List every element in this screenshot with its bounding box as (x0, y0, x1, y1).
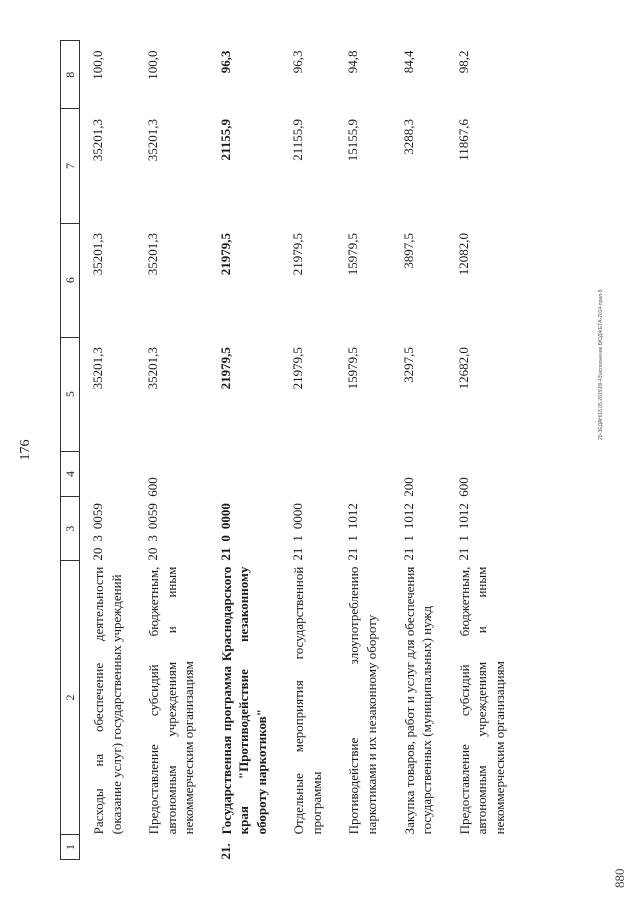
row-percent: 96,3 (290, 50, 306, 74)
row-planned: 15979,5 (345, 233, 361, 276)
table-row (446, 41, 519, 860)
row-expense-type (335, 451, 390, 497)
code-part: 1012 (400, 503, 416, 530)
row-percent: 98,2 (455, 50, 471, 74)
code-part: 1012 (455, 503, 471, 530)
row-code (446, 497, 519, 561)
row-number (446, 834, 519, 859)
code-part: 3 (90, 535, 105, 542)
code-part: 0000 (290, 503, 306, 530)
row-code (135, 497, 208, 561)
row-code (208, 497, 281, 561)
table-row (80, 41, 136, 860)
header-row (61, 41, 80, 860)
code-part: 21 (345, 547, 361, 561)
row-name: Предоставление субсидий бюджетным, автономным учреждениям и иным некоммерческим организациям (456, 566, 507, 835)
code-part: 20 (90, 547, 105, 561)
row-executed: 11867,6 (455, 118, 471, 161)
row-number (391, 834, 446, 859)
row-number (335, 834, 390, 859)
code-part: 1 (455, 535, 471, 542)
row-expense-type: 600 (145, 477, 161, 497)
row-name: Государственная программа Краснодарского края "Противодействие незаконному обороту наркотиков" (218, 566, 269, 835)
code-part: 20 (145, 547, 161, 561)
page-number: 176 (18, 439, 33, 461)
row-percent: 100,0 (145, 50, 161, 80)
row-number (280, 834, 335, 859)
row-expense-type: 600 (455, 477, 471, 497)
row-name: Отдельные мероприятия государственной программы (291, 566, 324, 835)
table-row (208, 41, 281, 860)
col-header-5: 5 (61, 337, 80, 451)
row-planned: 21979,5 (217, 233, 233, 276)
row-percent: 94,8 (345, 50, 361, 74)
code-part: 3 (145, 535, 161, 542)
col-header-7: 7 (61, 109, 80, 223)
code-part: 1 (290, 535, 306, 542)
row-code (80, 497, 136, 561)
row-executed: 15155,9 (345, 118, 361, 162)
row-expense-type (208, 451, 281, 497)
row-planned: 12082,0 (455, 233, 471, 276)
rotated-page (18, 40, 605, 860)
row-name: Противодействие злоупотреблению наркотиками и их незаконному обороту (346, 566, 380, 835)
col-header-3: 3 (61, 497, 80, 561)
row-percent: 100,0 (90, 50, 105, 80)
row-expense-type (80, 451, 136, 497)
table-row (391, 41, 446, 860)
code-part: 0000 (217, 503, 233, 530)
col-header-1: 1 (61, 834, 80, 859)
row-planned: 21979,5 (290, 233, 306, 276)
code-part: 1 (345, 535, 361, 542)
row-percent: 96,3 (217, 50, 233, 74)
col-header-4: 4 (61, 451, 80, 497)
row-code (391, 497, 446, 561)
col-header-2: 2 (61, 561, 80, 835)
row-approved: 35201,3 (90, 347, 105, 390)
code-part: 0059 (90, 503, 105, 530)
code-part: 21 (400, 547, 416, 561)
row-expense-type: 200 (400, 477, 416, 497)
row-approved: 12682,0 (455, 347, 471, 390)
row-approved: 21979,5 (290, 347, 306, 390)
row-approved: 15979,5 (345, 347, 361, 390)
col-header-6: 6 (61, 223, 80, 337)
row-planned: 35201,3 (90, 233, 105, 276)
code-part: 21 (290, 547, 306, 561)
row-name: Предоставление субсидий бюджетным, автономным учреждениям и иным некоммерческим организациям (146, 566, 197, 835)
budget-table (60, 40, 518, 860)
table-row (335, 41, 390, 860)
row-expense-type (280, 451, 335, 497)
row-number (135, 834, 208, 859)
code-part: 21 (217, 547, 233, 561)
corner-mark: 880 (612, 868, 627, 888)
row-executed: 21155,9 (290, 118, 306, 161)
row-percent: 84,4 (400, 50, 416, 74)
row-executed: 35201,3 (145, 118, 161, 162)
row-approved: 3297,5 (400, 347, 416, 383)
row-executed: 21155,9 (217, 118, 233, 161)
code-part: 0 (217, 535, 233, 542)
row-approved: 35201,3 (145, 347, 161, 390)
row-name: Расходы на обеспечение деятельности (оказание услуг) государственных учреждений (91, 566, 124, 835)
footer-path: 20-ЗЕДАН\18.05.2015\09-43\исполнение БЮДЖЕТА-2014-прил-5 (598, 289, 604, 440)
code-part: 0059 (145, 503, 161, 530)
row-name: Закупка товаров, работ и услуг для обеспечения государственных (муниципальных) нужд (401, 566, 435, 835)
row-code (280, 497, 335, 561)
row-number (80, 834, 136, 859)
code-part: 1012 (345, 503, 361, 530)
row-code (335, 497, 390, 561)
row-planned: 35201,3 (145, 233, 161, 276)
table-row (280, 41, 335, 860)
row-number: 21. (217, 843, 233, 860)
col-header-8: 8 (61, 41, 80, 109)
code-part: 21 (455, 547, 471, 561)
row-approved: 21979,5 (217, 347, 233, 390)
table-row (135, 41, 208, 860)
row-planned: 3897,5 (400, 233, 416, 269)
row-executed: 3288,3 (400, 118, 416, 155)
row-executed: 35201,3 (90, 118, 105, 162)
code-part: 1 (400, 535, 416, 542)
